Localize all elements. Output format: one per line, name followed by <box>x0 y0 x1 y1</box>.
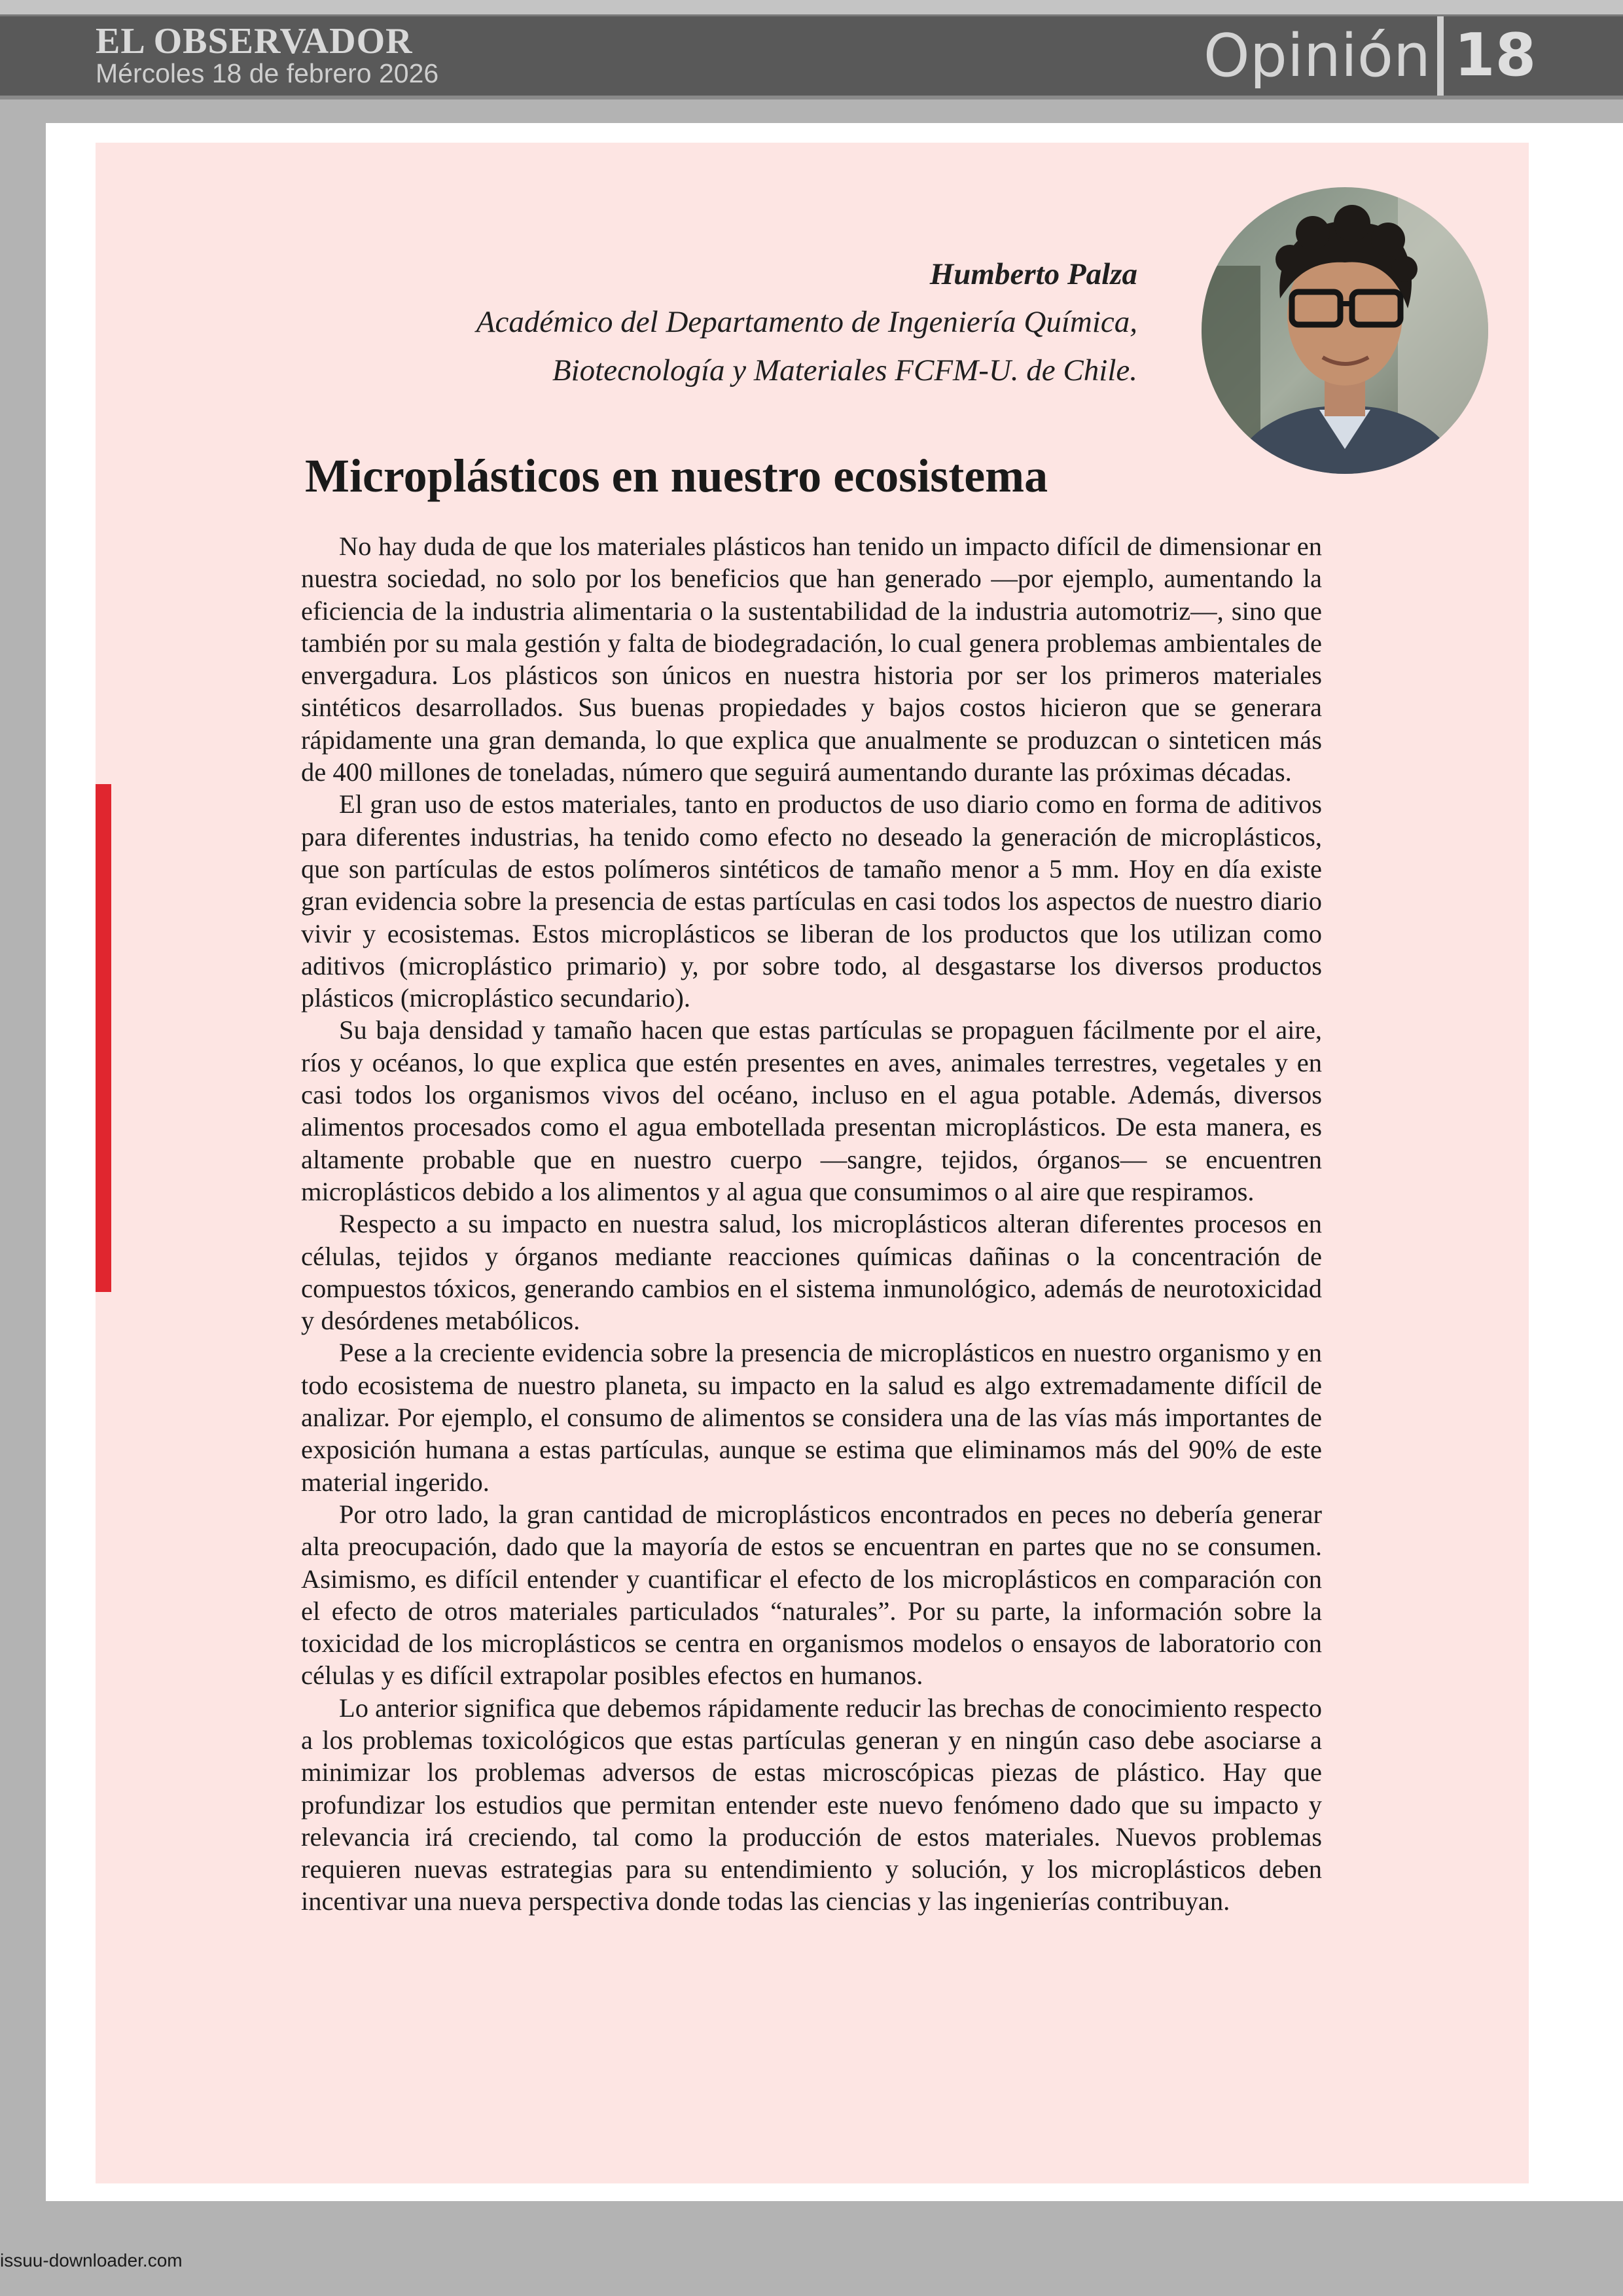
article-paragraph: Lo anterior significa que debemos rápidamente reducir las brechas de conocimiento respecto a los problemas toxicológicos que estas partículas generan y en ningún caso debe asociarse a minimizar los problemas adversos de estas microscópicas piezas de plástico. Hay que profundizar los estudios que permitan entender este nuevo fenómeno dado que su impacto y relevancia irá creciendo, tal como la producción de estos materiales. Nuevos problemas requieren nuevas estrategias para su entendimiento y solución, y los microplásticos deben incentivar una nueva perspectiva donde todas las ciencias y las ingenierías contribuyan. <box>301 1693 1322 1916</box>
author-block <box>327 251 1137 395</box>
article-paragraph: El gran uso de estos materiales, tanto en productos de uso diario como en forma de aditivos para diferentes industrias, ha tenido como efecto no deseado la generación de microplásticos, que son partículas de estos polímeros sintéticos de tamaño menor a 5 mm. Hoy en día existe gran evidencia sobre la presencia de estas partículas en casi todos los aspectos de nuestro diario vivir y ecosistemas. Estos microplásticos se liberan de los productos que los utilizan como aditivos (microplástico primario) y, por sobre todo, al desgastarse los diversos productos plásticos (microplástico secundario). <box>301 789 1322 1013</box>
newspaper-name: EL OBSERVADOR <box>96 21 413 62</box>
page-number: 18 <box>1454 21 1537 90</box>
article-paragraph: Por otro lado, la gran cantidad de microplásticos encontrados en peces no debería generar alta preocupación, dado que la mayoría de estos se encuentran en partes que no se consumen. Asimismo, es difícil entender y cuantificar el efecto de los microplásticos en comparación con el efecto de otros materiales particulados “naturales”. Por su parte, la información sobre la toxicidad de los microplásticos se centra en organismos modelos o ensayos de laboratorio con células y es difícil extrapolar posibles efectos en humanos. <box>301 1499 1322 1691</box>
accent-bar <box>96 784 111 1292</box>
author-name: Humberto Palza <box>929 257 1137 291</box>
article-paragraph: No hay duda de que los materiales plásticos han tenido un impacto difícil de dimensionar en nuestra sociedad, no solo por los beneficios que han generado —por ejemplo, aumentando la eficiencia de la industria alimentaria o la sustentabilidad de la industria automotriz—, sino que también por su mala gestión y falta de biodegradación, lo cual genera problemas ambientales de envergadura. Los plásticos son únicos en nuestra historia por ser los primeros materiales sintéticos desarrollados. Sus buenas propiedades y bajos costos hicieron que se generara rápidamente una gran demanda, lo que explica que anualmente se produzcan o sinteticen más de 400 millones de toneladas, número que seguirá aumentando durante las próximas décadas. <box>301 531 1322 787</box>
article-body <box>301 530 1322 1918</box>
author-role-line-2: Biotecnología y Materiales FCFM-U. de Chile. <box>552 353 1137 387</box>
publication-date: Mércoles 18 de febrero 2026 <box>96 58 439 88</box>
top-border <box>0 0 1623 16</box>
article-title: Microplásticos en nuestro ecosistema <box>305 450 1048 502</box>
author-role-line-1: Académico del Departamento de Ingeniería Química, <box>476 305 1137 339</box>
section-name: Opinión <box>1203 22 1431 90</box>
author-portrait <box>1202 187 1488 474</box>
article-paragraph: Pese a la creciente evidencia sobre la presencia de microplásticos en nuestro organismo y en todo ecosistema de nuestro planeta, su impacto en la salud es algo extremadamente difícil de analizar. Por ejemplo, el consumo de alimentos se considera una de las vías más importantes de exposición humana a estas partículas, aunque se estima que eliminamos más del 90% de este material ingerido. <box>301 1338 1322 1497</box>
article-paragraph: Su baja densidad y tamaño hacen que estas partículas se propaguen fácilmente por el aire, ríos y océanos, lo que explica que estén presentes en aves, animales terrestres, vegetales y en casi todos los organismos vivos del océano, incluso en el agua potable. Además, diversos alimentos procesados como el agua embotellada presentan microplásticos. De esta manera, es altamente probable que en nuestro cuerpo —sangre, tejidos, órganos— se encuentren microplásticos debido a los alimentos y al agua que consumimos o al aire que respiramos. <box>301 1015 1322 1206</box>
header-divider <box>1437 16 1444 96</box>
source-watermark[interactable]: issuu-downloader.com <box>0 2250 183 2270</box>
article-paragraph: Respecto a su impacto en nuestra salud, los microplásticos alteran diferentes procesos en células, tejidos y órganos mediante reacciones químicas dañinas o la concentración de compuestos tóxicos, generando cambios en el sistema inmunológico, además de neurotoxicidad y desórdenes metabólicos. <box>301 1209 1322 1336</box>
page-header <box>0 16 1623 99</box>
